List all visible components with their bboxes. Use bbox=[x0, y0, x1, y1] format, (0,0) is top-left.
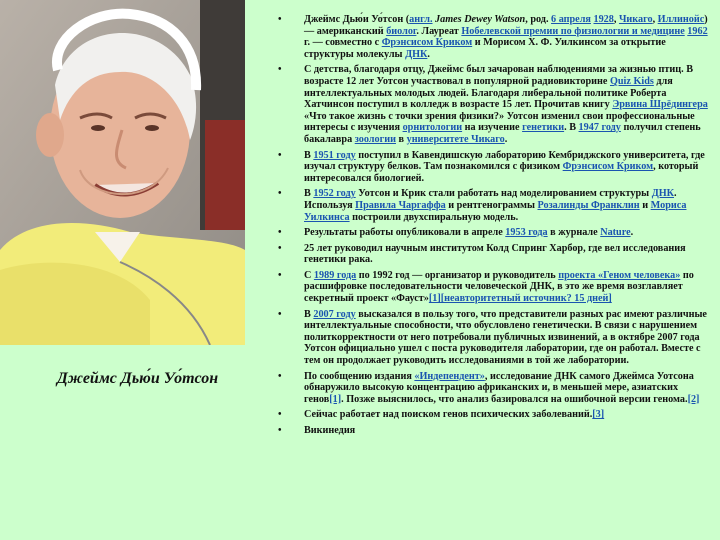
item-text: , bbox=[613, 14, 619, 25]
wiki-link[interactable]: Фрэнсисом Криком bbox=[381, 37, 473, 49]
wiki-link[interactable]: 2007 году bbox=[313, 308, 356, 320]
biography-content bbox=[270, 14, 714, 441]
wiki-link[interactable]: «Индепендент» bbox=[414, 370, 485, 382]
item-text: на изучение bbox=[462, 122, 523, 134]
wiki-link[interactable]: Правила Чаргаффа bbox=[355, 199, 446, 211]
wiki-link[interactable]: зоологии bbox=[354, 133, 396, 145]
wiki-link[interactable]: Мориса Уилкинса bbox=[304, 199, 687, 223]
item-text: . Используя bbox=[304, 188, 677, 211]
wiki-link[interactable]: 1952 году bbox=[313, 188, 356, 200]
item-text: , исследование ДНК самого Джеймса Уотсона обнаружило высокую концентрацию африканских и, в меньшей мере, азиатских генов bbox=[304, 370, 694, 405]
item-text: и bbox=[639, 199, 651, 211]
item-text: по расшифровке последовательности человеческой ДНК, в это же время возглавляет секретный проект «Фауст» bbox=[304, 269, 694, 305]
wiki-link[interactable]: биолог bbox=[386, 25, 417, 37]
wiki-link[interactable]: ДНК bbox=[651, 188, 675, 200]
biography-item bbox=[270, 371, 714, 406]
item-text: В bbox=[304, 308, 314, 320]
biography-item bbox=[270, 270, 714, 305]
item-text: поступил в Кавендишскую лабораторию Кембриджского университета, где изучал структуру белков. Там познакомился с физиком bbox=[304, 149, 705, 173]
item-text: . В bbox=[564, 122, 579, 134]
item-text: , bbox=[652, 14, 658, 25]
item-text: в bbox=[395, 133, 407, 145]
item-text: . bbox=[504, 133, 508, 145]
wiki-link[interactable]: Quiz Kids bbox=[609, 75, 654, 87]
biography-item bbox=[270, 227, 714, 239]
item-text: По сообщению издания bbox=[304, 370, 415, 382]
item-text: Результаты работы опубликовали в апреле bbox=[304, 227, 506, 239]
wiki-link[interactable]: Nature bbox=[600, 227, 631, 239]
wiki-link[interactable]: 1953 года bbox=[505, 227, 548, 239]
biography-item bbox=[270, 425, 714, 437]
item-text: по 1992 год — организатор и руководитель bbox=[356, 269, 559, 281]
item-text: г. — совместно с bbox=[304, 37, 382, 49]
item-text: С детства, благодаря отцу, Джеймс был зачарован наблюдениями за жизнью птиц. В возрасте 12 лет Уотсон участвовал в популярной радиовикторине bbox=[304, 64, 694, 87]
item-text: . Лауреат bbox=[416, 25, 462, 37]
wiki-link[interactable]: проекта «Геном человека» bbox=[558, 269, 681, 281]
item-text: в журнале bbox=[547, 227, 601, 239]
item-text: 25 лет руководил научным институтом Колд Спринг Харбор, где вел исследования генетики рака. bbox=[304, 242, 686, 266]
item-text: для интеллектуальных молодых людей. Благодаря либеральной политике Роберта Хатчинсон поступил в колледж в возрасте 15 лет. Прочитав книгу bbox=[304, 75, 673, 111]
item-text: и Морисом Х. Ф. Уилкинсом за открытие структуры молекулы bbox=[304, 37, 666, 60]
item-text: С bbox=[304, 269, 314, 281]
wiki-link[interactable]: 1928 bbox=[593, 14, 614, 25]
wiki-link[interactable]: Чикаго bbox=[618, 14, 653, 25]
item-text: построили двухспиральную модель. bbox=[349, 211, 519, 223]
wiki-link[interactable]: англ. bbox=[409, 14, 433, 25]
item-text: James Dewey Watson bbox=[432, 14, 526, 25]
item-text: и рентгенограммы bbox=[445, 199, 538, 211]
biography-item bbox=[270, 14, 714, 60]
item-text: Уотсон и Крик стали работать над моделированием структуры bbox=[355, 188, 652, 200]
biography-item bbox=[270, 243, 714, 266]
wiki-link[interactable]: генетики bbox=[522, 122, 565, 134]
item-text: Викинедия bbox=[304, 425, 356, 436]
item-text: высказался в пользу того, что представители разных рас имеют различные интеллектуальные способности, что обусловлено генетически. В связи с нарушением политкорректности от него потребовали публичных извинений, а в октябре 2007 года Уотсон официально ушел с поста руководителя лаборатории, где он работал. Вместе с тем он продолжает руководить исследованиями в той же лаборатории. bbox=[304, 308, 707, 367]
wiki-link[interactable]: Иллинойс bbox=[657, 14, 705, 25]
item-text: Сейчас работает над поиском генов психических заболеваний. bbox=[304, 409, 593, 421]
wiki-link[interactable]: Нобелевской премии по физиологии и медицине bbox=[461, 25, 685, 37]
wiki-link[interactable]: орнитологии bbox=[402, 122, 463, 134]
wiki-link[interactable]: Эрвина Шрёдингера bbox=[612, 99, 708, 111]
portrait-illustration bbox=[0, 0, 245, 345]
wiki-link[interactable]: [1][неавторитетный источник? 15 дней] bbox=[428, 293, 612, 305]
wiki-link[interactable]: 1947 году bbox=[578, 122, 621, 134]
item-text: . bbox=[630, 227, 634, 239]
wiki-link[interactable]: [1] bbox=[329, 393, 342, 405]
wiki-link[interactable]: 1989 года bbox=[313, 269, 357, 281]
item-text: ) — американский bbox=[304, 14, 708, 37]
wiki-link[interactable]: 1962 bbox=[687, 25, 708, 37]
biography-item bbox=[270, 64, 714, 145]
item-text: В bbox=[304, 188, 314, 200]
wiki-link[interactable]: Фрэнсисом Криком bbox=[562, 161, 654, 173]
item-text: . bbox=[427, 48, 430, 60]
item-text: . Позже выяснилось, что анализ базировался на ошибочной версии генома. bbox=[341, 393, 688, 405]
item-text: Джеймс Дью́и Уо́тсон ( bbox=[304, 14, 410, 25]
biography-item bbox=[270, 150, 714, 185]
item-text: , который интересовался биологией. bbox=[304, 161, 699, 184]
biography-item bbox=[270, 409, 714, 421]
wiki-link[interactable]: университете Чикаго bbox=[406, 133, 505, 145]
biography-item bbox=[270, 309, 714, 367]
item-text: В bbox=[304, 149, 314, 161]
item-text: , род. bbox=[525, 14, 552, 25]
portrait-caption: Джеймс Дью́и Уо́тсон bbox=[56, 370, 219, 387]
wiki-link[interactable]: [3] bbox=[592, 409, 605, 421]
wiki-link[interactable]: Розалинды Франклин bbox=[537, 199, 640, 211]
biography-list bbox=[270, 14, 714, 437]
item-text: «Что такое жизнь с точки зрения физики?» Уотсон изменил свои профессиональные интересы с изучения bbox=[304, 110, 695, 134]
wiki-link[interactable]: 1951 году bbox=[313, 149, 356, 161]
item-text: получил степень бакалавра bbox=[304, 122, 701, 145]
wiki-link[interactable]: 6 апреля bbox=[551, 14, 591, 25]
biography-item bbox=[270, 188, 714, 223]
wiki-link[interactable]: ДНК bbox=[405, 48, 428, 60]
wiki-link[interactable]: [2] bbox=[687, 393, 700, 405]
portrait-photo bbox=[0, 0, 245, 345]
